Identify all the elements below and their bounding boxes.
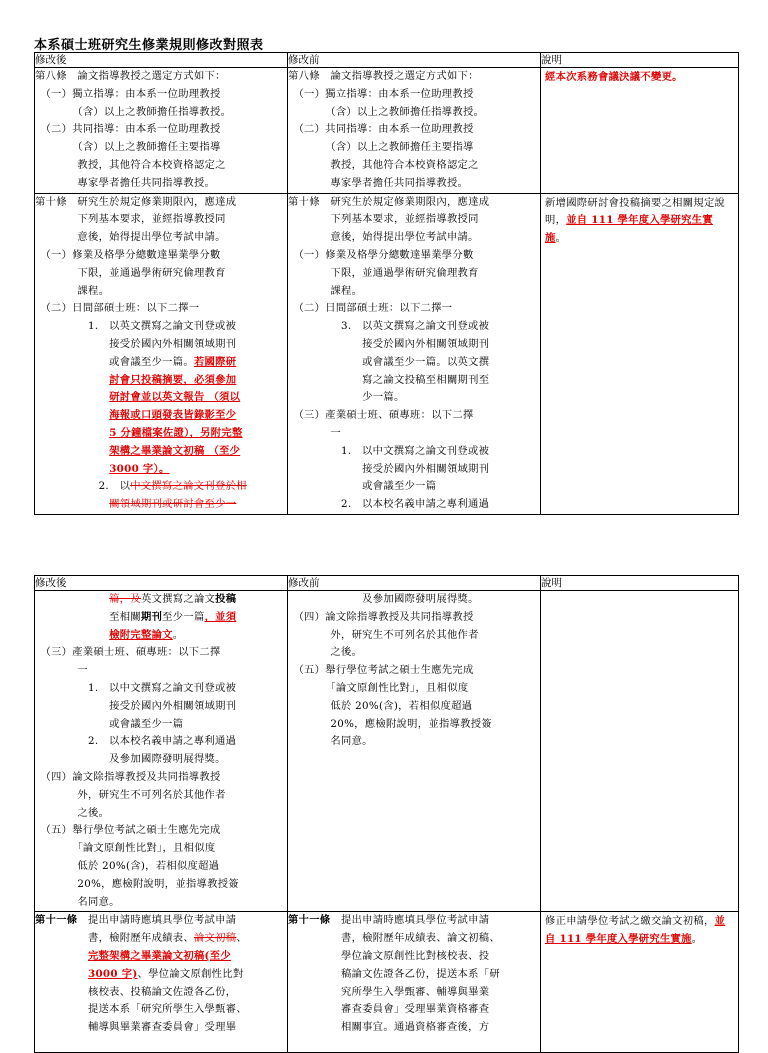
header-before: 修改前 bbox=[288, 576, 541, 591]
text-run: 「論文原創性比對」，且相似度 bbox=[288, 681, 469, 694]
text-line bbox=[35, 372, 287, 390]
text-run: 中文撰寫之論文刊登於相 bbox=[130, 480, 247, 493]
text-run: 海報或口頭發表皆錄影至少 bbox=[109, 409, 237, 422]
text-run: 教授，其他符合本校資格認定之 bbox=[35, 158, 226, 171]
text-line bbox=[288, 443, 540, 461]
text-line bbox=[288, 627, 540, 645]
text-run: （三）產業碩士班、碩專班：以下二擇 bbox=[288, 409, 474, 422]
text-run: 或會議至少一篇。 bbox=[35, 355, 194, 368]
text-run: （四）論文除指導教授及共同指導教授 bbox=[35, 770, 221, 783]
text-run: 提出申請時應填具學位考試申請 bbox=[330, 914, 490, 927]
text-run: （含）以上之教師擔任主要指導 bbox=[288, 141, 474, 154]
text-line bbox=[288, 680, 540, 698]
text-run: 一 bbox=[288, 426, 341, 439]
text-run: 1. 以英文撰寫之論文刊登或被 bbox=[35, 320, 237, 333]
text-line bbox=[288, 247, 540, 265]
text-run: 下列基本要求，並經指導教授同 bbox=[35, 213, 226, 226]
text-line bbox=[35, 1019, 287, 1037]
text-run: 修正申請學位考試之繳交論文初稿， bbox=[545, 915, 715, 928]
text-run: 或會議至少一篇 bbox=[288, 480, 437, 493]
text-line bbox=[288, 372, 540, 390]
text-line bbox=[35, 86, 287, 104]
text-line bbox=[288, 425, 540, 443]
text-run: 提送本系「研究所學生入學甄審、 bbox=[35, 1003, 247, 1016]
text-line bbox=[288, 609, 540, 627]
text-line bbox=[288, 68, 540, 86]
text-run: 論文初稿 bbox=[193, 932, 237, 945]
text-run bbox=[35, 629, 109, 641]
text-run: 意後，始得提出學位考試申請。 bbox=[35, 231, 226, 244]
text-run: 20%，應檢附說明，並指導教授簽 bbox=[288, 717, 492, 730]
table-row-article-11 bbox=[35, 912, 739, 1053]
text-line bbox=[288, 139, 540, 157]
text-line bbox=[35, 265, 287, 283]
text-run: 若國際研 bbox=[193, 355, 237, 368]
text-run: 並自 111 學年度入學研究生實施 bbox=[545, 214, 713, 245]
table-row-article-8 bbox=[35, 68, 739, 194]
text-line bbox=[35, 407, 287, 425]
text-line bbox=[35, 354, 287, 372]
text-line bbox=[35, 229, 287, 247]
text-line bbox=[35, 822, 287, 840]
text-run bbox=[35, 374, 109, 386]
text-line bbox=[288, 948, 540, 966]
text-run bbox=[35, 593, 109, 605]
article-10-cont-note bbox=[541, 591, 739, 912]
text-run: 、 bbox=[236, 932, 247, 945]
text-line bbox=[35, 984, 287, 1002]
text-run: 審查委員會」受理畢業資格審查 bbox=[288, 1003, 490, 1016]
text-run: 外，研究生不可列名於其他作者 bbox=[288, 628, 479, 641]
text-run: 2. 以 bbox=[35, 480, 131, 493]
text-run: 第十一條 bbox=[288, 914, 331, 927]
text-run: 討會只投稿摘要，必須參加 bbox=[109, 373, 237, 386]
text-line bbox=[35, 318, 287, 336]
text-run bbox=[35, 463, 109, 475]
text-line bbox=[288, 716, 540, 734]
text-run: 核校表、投稿論文佐證各乙份， bbox=[35, 985, 237, 998]
text-run: 1. 以中文撰寫之論文刊登或被 bbox=[288, 444, 490, 457]
text-run: 第八條 論文指導教授之選定方式如下： bbox=[288, 70, 479, 82]
text-line bbox=[35, 769, 287, 787]
text-run: （含）以上之教師擔任指導教授。 bbox=[288, 105, 485, 118]
text-run: 或會議至少一篇。以英文撰 bbox=[288, 355, 490, 368]
text-run: 關領域期刊或研討會至少一 bbox=[109, 498, 237, 511]
text-run: 檢附完整論文 bbox=[109, 628, 173, 641]
text-run: 低於 20%(含)，若相似度超過 bbox=[35, 859, 220, 872]
text-run: 投稿 bbox=[215, 593, 237, 605]
text-line bbox=[288, 104, 540, 122]
text-run: 下列基本要求，並經指導教授同 bbox=[288, 213, 479, 226]
text-run: 經本次系務會議決議不變更。 bbox=[545, 71, 683, 83]
header-note: 說明 bbox=[541, 53, 739, 68]
text-line bbox=[35, 283, 287, 301]
text-run: （一）獨立指導：由本系一位助理教授 bbox=[288, 87, 474, 100]
text-line bbox=[288, 591, 540, 609]
text-line bbox=[288, 336, 540, 354]
text-run: 下限，並通過學術研究倫理教育 bbox=[35, 266, 226, 279]
text-run: 期刊 bbox=[140, 610, 163, 623]
text-run: 20%，應檢附說明，並指導教授簽 bbox=[35, 877, 239, 890]
text-run: 研討會並以英文報告 （須以 bbox=[109, 391, 241, 404]
text-line bbox=[35, 496, 287, 514]
text-run: 專家學者擔任共同指導教授。 bbox=[35, 176, 216, 189]
text-run bbox=[35, 427, 109, 439]
text-line bbox=[35, 211, 287, 229]
text-line bbox=[35, 68, 287, 86]
text-run bbox=[35, 409, 109, 421]
text-run: 完整架構之畢業論文初稿(至少 bbox=[87, 949, 231, 962]
text-run: 名同意。 bbox=[288, 735, 373, 748]
text-line bbox=[35, 858, 287, 876]
text-line bbox=[35, 805, 287, 823]
text-line bbox=[35, 894, 287, 912]
article-11-note bbox=[541, 912, 738, 950]
article-8-before bbox=[288, 68, 540, 193]
text-line bbox=[35, 336, 287, 354]
text-line bbox=[35, 443, 287, 461]
text-line bbox=[35, 157, 287, 175]
text-run: 2. 以本校名義申請之專利通過 bbox=[35, 735, 237, 748]
text-line bbox=[288, 644, 540, 662]
article-11-after bbox=[35, 912, 287, 1037]
text-line bbox=[35, 175, 287, 193]
text-run: （一）修業及格學分總數達畢業學分數 bbox=[35, 248, 221, 261]
text-line bbox=[288, 354, 540, 372]
text-run bbox=[35, 391, 109, 403]
text-run: 或會議至少一篇 bbox=[35, 717, 184, 730]
text-run: （二）共同指導：由本系一位助理教授 bbox=[35, 123, 221, 136]
text-run: 提出申請時應填具學位考試申請 bbox=[77, 914, 237, 927]
text-run: 。 bbox=[691, 933, 703, 946]
text-line bbox=[35, 930, 287, 948]
text-line bbox=[288, 283, 540, 301]
text-line bbox=[288, 211, 540, 229]
text-line bbox=[35, 194, 287, 212]
text-run: （五）舉行學位考試之碩士生應先完成 bbox=[35, 824, 221, 837]
text-run: （五）舉行學位考試之碩士生應先完成 bbox=[288, 664, 474, 677]
table-row-article-10-continued bbox=[35, 591, 739, 912]
text-run: 、學位論文原創性比對 bbox=[137, 967, 244, 980]
text-run: 「論文原創性比對」，且相似度 bbox=[35, 842, 216, 855]
header-before: 修改前 bbox=[288, 53, 541, 68]
text-line bbox=[35, 425, 287, 443]
text-line bbox=[35, 121, 287, 139]
text-line bbox=[288, 698, 540, 716]
text-run: 至少一篇 bbox=[162, 610, 205, 623]
text-run: 究所學生入學甄審、輔導與畢業 bbox=[288, 985, 490, 998]
text-run: 接受於國內外相關領域期刊 bbox=[35, 337, 237, 350]
text-line bbox=[35, 912, 287, 930]
text-run: 稿論文佐證各乙份，提送本系「研 bbox=[288, 967, 500, 980]
text-run: 外，研究生不可列名於其他作者 bbox=[35, 788, 226, 801]
article-10-after bbox=[35, 194, 287, 514]
text-line bbox=[288, 194, 540, 212]
text-run: 書，檢附歷年成績表、 bbox=[35, 932, 194, 945]
text-line bbox=[288, 912, 540, 930]
text-line bbox=[35, 716, 287, 734]
article-11-before bbox=[288, 912, 540, 1037]
text-run: 第十一條 bbox=[35, 914, 78, 927]
text-run: 少一篇。 bbox=[288, 391, 405, 404]
text-line bbox=[288, 265, 540, 283]
text-line bbox=[288, 733, 540, 751]
text-run: 下限，並通過學術研究倫理教育 bbox=[288, 266, 479, 279]
comparison-table-1 bbox=[34, 52, 739, 515]
text-run: 及參加國際發明展得獎。 bbox=[288, 593, 479, 605]
text-line bbox=[35, 644, 287, 662]
text-run bbox=[35, 445, 109, 457]
text-run: （一）獨立指導：由本系一位助理教授 bbox=[35, 87, 221, 100]
article-10-before bbox=[288, 194, 540, 514]
text-run: 第八條 論文指導教授之選定方式如下： bbox=[35, 70, 226, 82]
text-line bbox=[35, 627, 287, 645]
text-run: 接受於國內外相關領域期刊 bbox=[288, 337, 490, 350]
text-run: 課程。 bbox=[288, 284, 363, 297]
text-line bbox=[288, 496, 540, 514]
article-8-note bbox=[541, 68, 738, 88]
text-run: 並自 111 學年度入學研究生實施 bbox=[545, 915, 726, 946]
text-run: 3000 字）。 bbox=[109, 462, 170, 475]
text-line bbox=[35, 300, 287, 318]
header-row bbox=[35, 576, 739, 591]
text-run: 低於 20%(含)，若相似度超過 bbox=[288, 699, 473, 712]
text-line bbox=[288, 461, 540, 479]
text-run: 意後，始得提出學位考試申請。 bbox=[288, 231, 479, 244]
page-title: 本系碩士班研究生修業規則修改對照表 bbox=[34, 38, 264, 53]
text-run: 。 bbox=[172, 628, 184, 641]
text-line bbox=[35, 104, 287, 122]
text-line bbox=[35, 733, 287, 751]
text-run: 接受於國內外相關領域期刊 bbox=[288, 462, 490, 475]
text-run: 3000 字) bbox=[87, 967, 138, 980]
text-run: ，並須 bbox=[204, 610, 237, 623]
text-run: 專家學者擔任共同指導教授。 bbox=[288, 176, 469, 189]
text-run: （三）產業碩士班、碩專班：以下二擇 bbox=[35, 646, 221, 659]
text-run: 1. 以中文撰寫之論文刊登或被 bbox=[35, 681, 237, 694]
text-run: 書，檢附歷年成績表、論文初稿、 bbox=[288, 932, 500, 945]
text-line bbox=[288, 175, 540, 193]
header-after: 修改後 bbox=[35, 576, 288, 591]
text-run: 篇，及 bbox=[109, 593, 141, 605]
text-line bbox=[288, 389, 540, 407]
article-10-cont-before bbox=[288, 591, 540, 751]
text-run: 至相關 bbox=[35, 610, 141, 623]
text-line bbox=[288, 930, 540, 948]
text-line bbox=[288, 407, 540, 425]
text-run: 學位論文原創性比對核校表、投 bbox=[288, 949, 490, 962]
table-row-article-10 bbox=[35, 193, 739, 514]
text-line bbox=[35, 787, 287, 805]
text-line bbox=[288, 662, 540, 680]
text-run: （含）以上之教師擔任指導教授。 bbox=[35, 105, 232, 118]
text-run: （二）共同指導：由本系一位助理教授 bbox=[288, 123, 474, 136]
text-run: 架構之畢業論文初稿 （至少 bbox=[109, 444, 241, 457]
text-line bbox=[35, 662, 287, 680]
text-line bbox=[288, 229, 540, 247]
text-run bbox=[35, 950, 88, 962]
text-run: 名同意。 bbox=[35, 895, 120, 908]
text-run bbox=[35, 498, 109, 510]
text-line bbox=[288, 318, 540, 336]
text-run: 英文撰寫之論文 bbox=[140, 593, 216, 605]
header-note: 說明 bbox=[541, 576, 739, 591]
text-run: 5 分鐘檔案佐證），另附完整 bbox=[109, 426, 243, 439]
text-line bbox=[288, 478, 540, 496]
text-line bbox=[35, 680, 287, 698]
text-line bbox=[35, 389, 287, 407]
text-run: 第十條 研究生於規定修業期限內，應達成 bbox=[288, 195, 490, 208]
text-run: 接受於國內外相關領域期刊 bbox=[35, 699, 237, 712]
text-run: （含）以上之教師擔任主要指導 bbox=[35, 141, 221, 154]
text-run bbox=[35, 968, 88, 980]
text-line bbox=[35, 751, 287, 769]
text-line bbox=[35, 1001, 287, 1019]
text-run: 課程。 bbox=[35, 284, 110, 297]
header-row bbox=[35, 53, 739, 68]
text-line bbox=[35, 591, 287, 609]
text-run: （四）論文除指導教授及共同指導教授 bbox=[288, 610, 474, 623]
text-line bbox=[288, 1019, 540, 1037]
text-run: 教授，其他符合本校資格認定之 bbox=[288, 158, 479, 171]
text-run: 。 bbox=[555, 232, 567, 245]
text-run: （一）修業及格學分總數達畢業學分數 bbox=[288, 248, 474, 261]
article-8-after bbox=[35, 68, 287, 193]
text-run: 之後。 bbox=[35, 806, 110, 819]
text-line bbox=[35, 478, 287, 496]
text-line bbox=[35, 876, 287, 894]
text-run: 一 bbox=[35, 664, 88, 677]
text-run: （二）日間部碩士班：以下二擇一 bbox=[35, 302, 200, 315]
text-run: 3. 以英文撰寫之論文刊登或被 bbox=[288, 320, 490, 333]
text-run: 輔導與畢業審查委員會」受理畢 bbox=[35, 1021, 237, 1034]
article-10-cont-after bbox=[35, 591, 287, 911]
comparison-table-2 bbox=[34, 575, 739, 1053]
article-10-note bbox=[541, 194, 738, 249]
text-line bbox=[35, 461, 287, 479]
text-line bbox=[288, 966, 540, 984]
text-line bbox=[35, 139, 287, 157]
text-line bbox=[35, 840, 287, 858]
text-line bbox=[35, 966, 287, 984]
header-after: 修改後 bbox=[35, 53, 288, 68]
text-line bbox=[288, 157, 540, 175]
text-run: 之後。 bbox=[288, 646, 363, 659]
text-run: 及參加國際發明展得獎。 bbox=[35, 753, 226, 766]
text-run: 新增國際研討會投稿摘要之相關規定說明， bbox=[545, 196, 726, 227]
text-line bbox=[288, 121, 540, 139]
text-run: 2. 以本校名義申請之專利通過 bbox=[288, 498, 490, 511]
text-line bbox=[288, 984, 540, 1002]
text-line bbox=[288, 300, 540, 318]
text-run: 第十條 研究生於規定修業期限內，應達成 bbox=[35, 195, 237, 208]
text-run: （二）日間部碩士班：以下二擇一 bbox=[288, 302, 453, 315]
text-line bbox=[288, 86, 540, 104]
text-line bbox=[35, 247, 287, 265]
text-run: 相關事宜。通過資格審查後，方 bbox=[288, 1021, 490, 1034]
text-line bbox=[288, 1001, 540, 1019]
text-run: 寫之論文投稿至相關期刊至 bbox=[288, 373, 490, 386]
text-line bbox=[35, 698, 287, 716]
text-line bbox=[35, 609, 287, 627]
text-line bbox=[35, 948, 287, 966]
